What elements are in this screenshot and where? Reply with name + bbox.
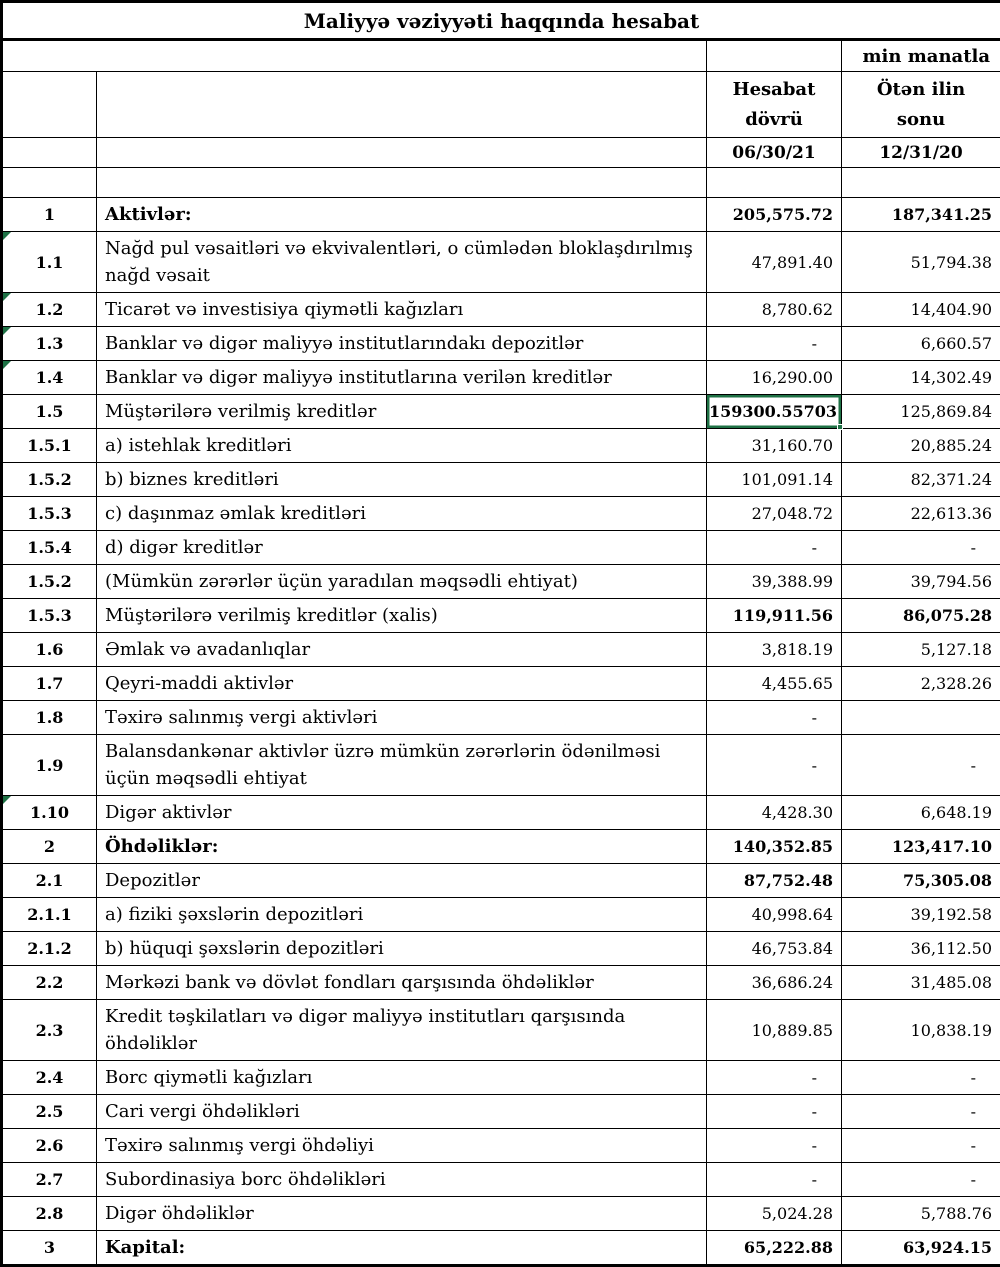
current-period-cell[interactable]: 119,911.56 <box>707 599 842 633</box>
row-number-cell[interactable]: 1.4 <box>2 361 97 395</box>
table-row <box>2 395 1000 429</box>
description-cell[interactable]: Əmlak və avadanlıqlar <box>97 633 707 667</box>
current-period-cell[interactable]: 4,455.65 <box>707 667 842 701</box>
table-row <box>2 1163 1000 1197</box>
row-number-cell[interactable]: 1.5.2 <box>2 565 97 599</box>
description-cell[interactable]: Qeyri-maddi aktivlər <box>97 667 707 701</box>
row-number-cell[interactable]: 3 <box>2 1231 97 1266</box>
table-row <box>2 633 1000 667</box>
current-period-cell[interactable]: - <box>707 1061 842 1095</box>
prior-period-cell[interactable]: 82,371.24 <box>842 463 1000 497</box>
description-cell[interactable]: Aktivlər: <box>97 198 707 232</box>
table-row <box>2 293 1000 327</box>
table-row <box>2 463 1000 497</box>
description-cell[interactable]: Cari vergi öhdəlikləri <box>97 1095 707 1129</box>
table-row <box>2 531 1000 565</box>
table-row <box>2 796 1000 830</box>
table-row <box>2 864 1000 898</box>
row-number-cell[interactable]: 1.1 <box>2 232 97 293</box>
table-row <box>2 667 1000 701</box>
row-number-cell[interactable]: 1.7 <box>2 667 97 701</box>
unit-note-row <box>2 40 1000 72</box>
table-row <box>2 1197 1000 1231</box>
current-period-cell[interactable]: 27,048.72 <box>707 497 842 531</box>
row-number-cell[interactable]: 2.4 <box>2 1061 97 1095</box>
current-period-cell[interactable]: 159300.55703 <box>707 395 842 429</box>
description-cell[interactable]: Digər aktivlər <box>97 796 707 830</box>
description-cell[interactable]: Kredit təşkilatları və digər maliyyə institutları qarşısında öhdəliklər <box>97 1000 707 1061</box>
row-number-cell[interactable]: 1.8 <box>2 701 97 735</box>
col-header-line: Ötən ilin <box>877 79 965 100</box>
unit-spacer-cell[interactable] <box>2 40 707 72</box>
unit-spacer-cell[interactable] <box>707 40 842 72</box>
current-period-cell[interactable]: 36,686.24 <box>707 966 842 1000</box>
prior-period-cell[interactable]: - <box>842 735 1000 796</box>
description-cell[interactable]: Depozitlər <box>97 864 707 898</box>
prior-period-cell[interactable]: 5,127.18 <box>842 633 1000 667</box>
current-period-cell[interactable]: - <box>707 531 842 565</box>
description-cell[interactable]: b) biznes kreditləri <box>97 463 707 497</box>
table-row <box>2 599 1000 633</box>
description-cell[interactable]: Balansdankənar aktivlər üzrə mümkün zərərlərin ödənilməsi üçün məqsədli ehtiyat <box>97 735 707 796</box>
current-period-cell[interactable]: 31,160.70 <box>707 429 842 463</box>
description-cell[interactable]: Ticarət və investisiya qiymətli kağızları <box>97 293 707 327</box>
row-number-cell[interactable]: 2.6 <box>2 1129 97 1163</box>
current-period-cell[interactable]: - <box>707 1095 842 1129</box>
prior-period-cell[interactable]: 123,417.10 <box>842 830 1000 864</box>
table-row <box>2 565 1000 599</box>
fill-handle[interactable] <box>837 424 843 430</box>
error-marker-icon <box>3 361 11 369</box>
row-number-cell[interactable]: 1.2 <box>2 293 97 327</box>
row-number-cell[interactable]: 2.1 <box>2 864 97 898</box>
current-period-cell[interactable]: 40,998.64 <box>707 898 842 932</box>
row-number-cell[interactable]: 1.5.3 <box>2 599 97 633</box>
prior-period-cell[interactable]: 125,869.84 <box>842 395 1000 429</box>
table-row <box>2 1095 1000 1129</box>
table-row <box>2 932 1000 966</box>
col-header-line: dövrü <box>745 109 803 130</box>
row-number-cell[interactable]: 2.2 <box>2 966 97 1000</box>
table-row <box>2 1061 1000 1095</box>
prior-period-cell[interactable]: 31,485.08 <box>842 966 1000 1000</box>
prior-period-cell[interactable]: 14,404.90 <box>842 293 1000 327</box>
empty-cell[interactable] <box>842 168 1000 198</box>
current-period-cell[interactable]: 3,818.19 <box>707 633 842 667</box>
current-period-cell[interactable]: 47,891.40 <box>707 232 842 293</box>
current-period-cell[interactable]: 10,889.85 <box>707 1000 842 1061</box>
table-row <box>2 735 1000 796</box>
prior-period-cell[interactable]: 187,341.25 <box>842 198 1000 232</box>
current-period-cell[interactable]: 65,222.88 <box>707 1231 842 1266</box>
empty-cell[interactable] <box>707 168 842 198</box>
header-spacer-cell[interactable] <box>97 138 707 168</box>
title-row <box>2 2 1000 40</box>
error-marker-icon <box>3 327 11 335</box>
prior-period-cell[interactable]: 39,192.58 <box>842 898 1000 932</box>
row-number-cell[interactable]: 1.6 <box>2 633 97 667</box>
unit-note-cell[interactable]: min manatla <box>842 40 1000 72</box>
current-period-cell[interactable]: 8,780.62 <box>707 293 842 327</box>
prior-period-cell[interactable]: 2,328.26 <box>842 667 1000 701</box>
current-period-cell[interactable]: 205,575.72 <box>707 198 842 232</box>
error-marker-icon <box>3 293 11 301</box>
prior-period-cell[interactable]: - <box>842 1129 1000 1163</box>
description-cell[interactable]: d) digər kreditlər <box>97 531 707 565</box>
prior-period-cell[interactable]: 14,302.49 <box>842 361 1000 395</box>
current-period-cell[interactable]: 16,290.00 <box>707 361 842 395</box>
row-number-cell[interactable]: 2.3 <box>2 1000 97 1061</box>
description-cell[interactable]: Digər öhdəliklər <box>97 1197 707 1231</box>
current-period-cell[interactable]: 5,024.28 <box>707 1197 842 1231</box>
prior-period-cell[interactable] <box>842 701 1000 735</box>
description-cell[interactable]: c) daşınmaz əmlak kreditləri <box>97 497 707 531</box>
current-period-cell[interactable]: - <box>707 735 842 796</box>
table-row <box>2 966 1000 1000</box>
empty-row <box>2 168 1000 198</box>
col-header-line: Hesabat <box>733 79 816 100</box>
table-row <box>2 361 1000 395</box>
description-cell[interactable]: Təxirə salınmış vergi aktivləri <box>97 701 707 735</box>
row-number-cell[interactable]: 1 <box>2 198 97 232</box>
description-cell[interactable]: Təxirə salınmış vergi öhdəliyi <box>97 1129 707 1163</box>
table-row <box>2 1129 1000 1163</box>
prior-period-cell[interactable]: 20,885.24 <box>842 429 1000 463</box>
col-header-line: sonu <box>897 109 945 130</box>
error-marker-icon <box>3 796 11 804</box>
prior-period-cell[interactable]: - <box>842 1061 1000 1095</box>
table-row <box>2 327 1000 361</box>
date-header-row <box>2 138 1000 168</box>
row-number-cell[interactable]: 1.5 <box>2 395 97 429</box>
prior-period-cell[interactable]: 86,075.28 <box>842 599 1000 633</box>
empty-cell[interactable] <box>97 168 707 198</box>
prior-period-cell[interactable]: 6,660.57 <box>842 327 1000 361</box>
description-cell[interactable]: Banklar və digər maliyyə institutlarına verilən kreditlər <box>97 361 707 395</box>
row-number-cell[interactable]: 1.5.4 <box>2 531 97 565</box>
prior-period-cell[interactable]: 63,924.15 <box>842 1231 1000 1266</box>
current-period-cell[interactable]: 101,091.14 <box>707 463 842 497</box>
row-number-cell[interactable]: 1.3 <box>2 327 97 361</box>
prior-period-cell[interactable]: 5,788.76 <box>842 1197 1000 1231</box>
prior-period-cell[interactable]: 39,794.56 <box>842 565 1000 599</box>
description-cell[interactable]: Subordinasiya borc öhdəlikləri <box>97 1163 707 1197</box>
table-row <box>2 198 1000 232</box>
table-row <box>2 497 1000 531</box>
current-period-cell[interactable]: - <box>707 1163 842 1197</box>
page-title[interactable]: Maliyyə vəziyyəti haqqında hesabat <box>2 2 1000 40</box>
header-spacer-cell[interactable] <box>97 72 707 138</box>
description-cell[interactable]: Müştərilərə verilmiş kreditlər <box>97 395 707 429</box>
row-number-cell[interactable]: 1.9 <box>2 735 97 796</box>
prior-period-cell[interactable]: 22,613.36 <box>842 497 1000 531</box>
row-number-cell[interactable]: 2 <box>2 830 97 864</box>
table-row <box>2 701 1000 735</box>
header-spacer-cell[interactable] <box>2 138 97 168</box>
table-row <box>2 1000 1000 1061</box>
row-number-cell[interactable]: 1.5.1 <box>2 429 97 463</box>
table-row <box>2 429 1000 463</box>
prior-period-cell[interactable]: 10,838.19 <box>842 1000 1000 1061</box>
row-number-cell[interactable]: 2.1.1 <box>2 898 97 932</box>
current-period-cell[interactable]: 140,352.85 <box>707 830 842 864</box>
error-marker-icon <box>3 232 11 240</box>
row-number-cell[interactable]: 1.5.2 <box>2 463 97 497</box>
date-prior-cell[interactable]: 12/31/20 <box>842 138 1000 168</box>
table-row <box>2 898 1000 932</box>
current-period-cell[interactable]: 39,388.99 <box>707 565 842 599</box>
prior-period-cell[interactable]: 51,794.38 <box>842 232 1000 293</box>
description-cell[interactable]: Müştərilərə verilmiş kreditlər (xalis) <box>97 599 707 633</box>
table-row <box>2 232 1000 293</box>
prior-period-cell[interactable]: 6,648.19 <box>842 796 1000 830</box>
row-number-cell[interactable]: 2.5 <box>2 1095 97 1129</box>
col-header-prior-period[interactable] <box>842 72 1000 138</box>
current-period-cell[interactable]: 46,753.84 <box>707 932 842 966</box>
current-period-cell[interactable]: - <box>707 1129 842 1163</box>
prior-period-cell[interactable]: - <box>842 531 1000 565</box>
prior-period-cell[interactable]: 75,305.08 <box>842 864 1000 898</box>
current-period-cell[interactable]: - <box>707 701 842 735</box>
header-spacer-cell[interactable] <box>2 72 97 138</box>
description-cell[interactable]: Nağd pul vəsaitləri və ekvivalentləri, o cümlədən bloklaşdırılmış nağd vəsait <box>97 232 707 293</box>
row-number-cell[interactable]: 2.1.2 <box>2 932 97 966</box>
description-cell[interactable]: b) hüquqi şəxslərin depozitləri <box>97 932 707 966</box>
table-row <box>2 1231 1000 1266</box>
col-header-current-period[interactable] <box>707 72 842 138</box>
description-cell[interactable]: a) istehlak kreditləri <box>97 429 707 463</box>
prior-period-cell[interactable]: - <box>842 1163 1000 1197</box>
prior-period-cell[interactable]: - <box>842 1095 1000 1129</box>
row-number-cell[interactable]: 1.5.3 <box>2 497 97 531</box>
row-number-cell[interactable]: 1.10 <box>2 796 97 830</box>
row-number-cell[interactable]: 2.7 <box>2 1163 97 1197</box>
date-current-cell[interactable]: 06/30/21 <box>707 138 842 168</box>
description-cell[interactable]: Borc qiymətli kağızları <box>97 1061 707 1095</box>
description-cell[interactable]: a) fiziki şəxslərin depozitləri <box>97 898 707 932</box>
column-header-row <box>2 72 1000 138</box>
current-period-cell[interactable]: 4,428.30 <box>707 796 842 830</box>
current-period-cell[interactable]: 87,752.48 <box>707 864 842 898</box>
table-body <box>2 198 1000 1266</box>
description-cell[interactable]: Kapital: <box>97 1231 707 1266</box>
description-cell[interactable]: Banklar və digər maliyyə institutlarındakı depozitlər <box>97 327 707 361</box>
description-cell[interactable]: Öhdəliklər: <box>97 830 707 864</box>
row-number-cell[interactable]: 2.8 <box>2 1197 97 1231</box>
table-row <box>2 830 1000 864</box>
description-cell[interactable]: Mərkəzi bank və dövlət fondları qarşısında öhdəliklər <box>97 966 707 1000</box>
prior-period-cell[interactable]: 36,112.50 <box>842 932 1000 966</box>
empty-cell[interactable] <box>2 168 97 198</box>
current-period-cell[interactable]: - <box>707 327 842 361</box>
description-cell[interactable]: (Mümkün zərərlər üçün yaradılan məqsədli ehtiyat) <box>97 565 707 599</box>
